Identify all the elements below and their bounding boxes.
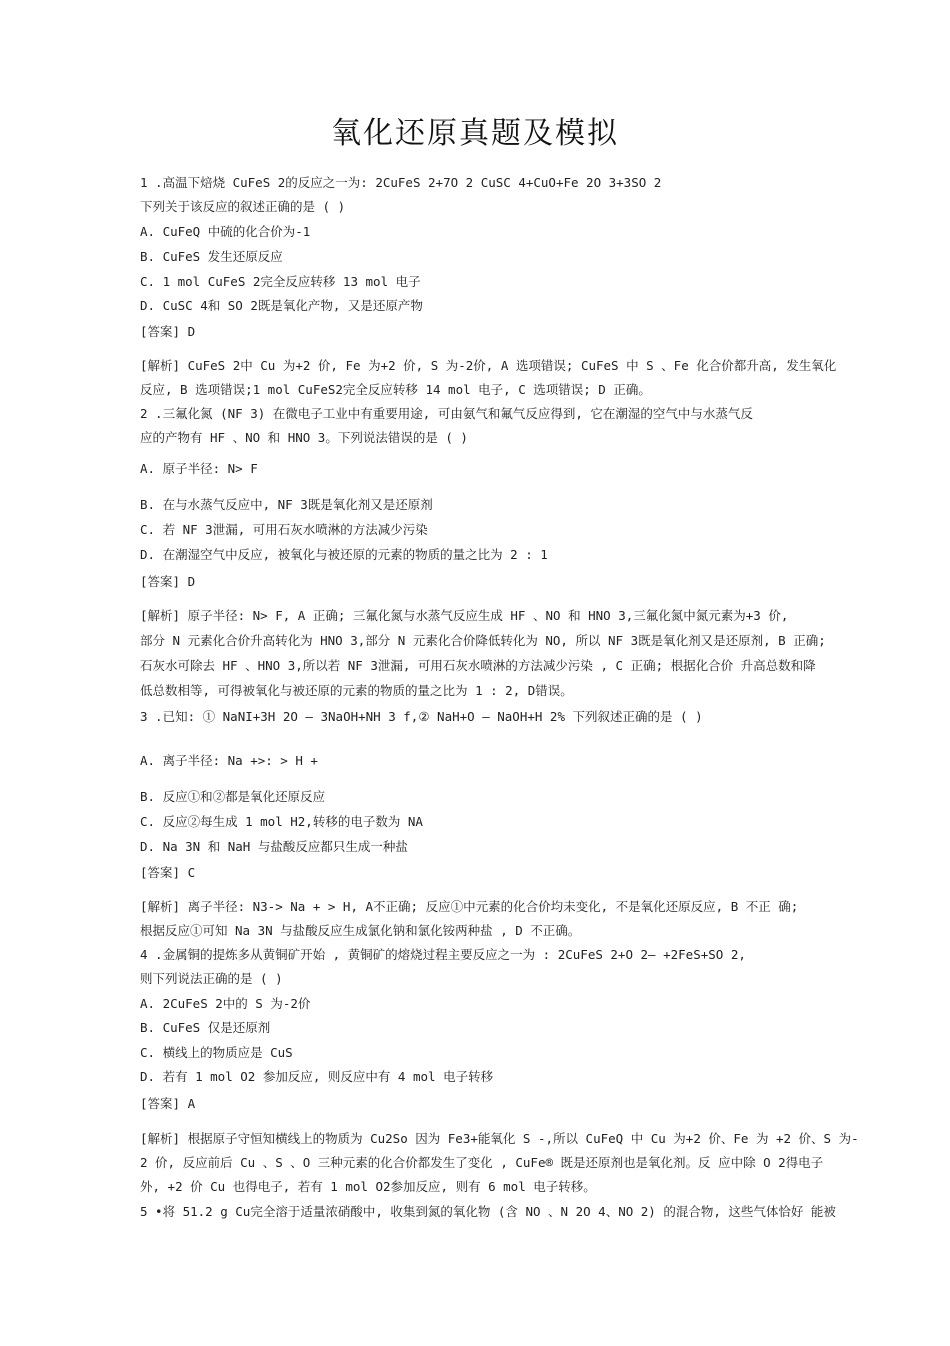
q1-option-d: D. CuSC 4和 SO 2既是氧化产物, 又是还原产物 (140, 298, 423, 313)
q4-option-a: A. 2CuFeS 2中的 S 为-2价 (140, 996, 311, 1011)
q3-option-a: A. 离子半径: Na +>: > H + (140, 753, 318, 768)
q2-option-a: A. 原子半径: N> F (140, 461, 258, 476)
q3-answer: [答案] C (140, 865, 196, 880)
q2-analysis-line-2: 部分 N 元素化合价升高转化为 HNO 3,部分 N 元素化合价降低转化为 NO, 所以 NF 3既是氧化剂又是还原剂, B 正确; (140, 633, 826, 648)
q4-stem-line-2: 则下列说法正确的是 ( ) (140, 971, 283, 986)
q3-stem-line: 3 .已知: ① NaNI+3H 2O — 3NaOH+NH 3 f,② NaH+O — NaOH+H 2% 下列叙述正确的是 ( ) (140, 709, 703, 724)
q2-analysis-line-4: 低总数相等, 可得被氧化与被还原的元素的物质的量之比为 1 : 2, D错误。 (140, 683, 573, 698)
q4-option-d: D. 若有 1 mol O2 参加反应, 则反应中有 4 mol 电子转移 (140, 1069, 494, 1084)
q4-stem-line-1: 4 .金属铜的提炼多从黄铜矿开始 , 黄铜矿的熔烧过程主要反应之一为 : 2CuFeS 2+O 2— +2FeS+SO 2, (140, 947, 746, 962)
q1-analysis-line-2: 反应, B 选项错误;1 mol CuFeS2完全反应转移 14 mol 电子, C 选项错误; D 正确。 (140, 382, 651, 397)
q1-option-a: A. CuFeQ 中硫的化合价为-1 (140, 224, 311, 239)
q3-option-c: C. 反应②每生成 1 mol H2,转移的电子数为 NA (140, 814, 423, 829)
page-title: 氧化还原真题及模拟 (331, 116, 619, 151)
q1-option-b: B. CuFeS 发生还原反应 (140, 249, 283, 264)
q4-option-c: C. 横线上的物质应是 CuS (140, 1045, 293, 1060)
q1-answer: [答案] D (140, 324, 196, 339)
q4-analysis-line-2: 2 价, 反应前后 Cu 、S 、O 三种元素的化合价都发生了变化 , CuFe® 既是还原剂也是氧化剂。反 应中除 O 2得电子 (140, 1155, 824, 1170)
q5-stem-line: 5 •将 51.2 g Cu完全溶于适量浓硝酸中, 收集到氮的氧化物 (含 NO 、N 2O 4、NO 2) 的混合物, 这些气体恰好 能被 (140, 1204, 836, 1219)
q1-stem-line: 1 .高温下焙烧 CuFeS 2的反应之一为: 2CuFeS 2+7O 2 CuSC 4+CuO+Fe 2O 3+3SO 2 (140, 175, 662, 190)
q3-option-b: B. 反应①和②都是氧化还原反应 (140, 789, 326, 804)
q3-option-d: D. Na 3N 和 NaH 与盐酸反应都只生成一种盐 (140, 839, 408, 854)
q4-answer: [答案] A (140, 1096, 196, 1111)
q2-option-d: D. 在潮湿空气中反应, 被氧化与被还原的元素的物质的量之比为 2 : 1 (140, 547, 548, 562)
q4-analysis-line-3: 外, +2 价 Cu 也得电子, 若有 1 mol O2参加反应, 则有 6 mol 电子转移。 (140, 1179, 596, 1194)
q2-answer: [答案] D (140, 574, 196, 589)
q2-analysis-line-3: 石灰水可除去 HF 、HNO 3,所以若 NF 3泄漏, 可用石灰水喷淋的方法减少污染 , C 正确; 根据化合价 升高总数和降 (140, 658, 816, 673)
q3-analysis-line-1: [解析] 离子半径: N3-> Na + > H, A不正确; 反应①中元素的化合价均未变化, 不是氧化还原反应, B 不正 确; (140, 899, 799, 914)
q2-option-c: C. 若 NF 3泄漏, 可用石灰水喷淋的方法减少污染 (140, 522, 428, 537)
q1-question-line: 下列关于该反应的叙述正确的是 ( ) (140, 199, 346, 214)
q2-analysis-line-1: [解析] 原子半径: N> F, A 正确; 三氟化氮与水蒸气反应生成 HF 、NO 和 HNO 3,三氟化氮中氮元素为+3 价, (140, 608, 789, 623)
q2-option-b: B. 在与水蒸气反应中, NF 3既是氧化剂又是还原剂 (140, 497, 433, 512)
q4-analysis-line-1: [解析] 根据原子守恒知横线上的物质为 Cu2So 因为 Fe3+能氧化 S -,所以 CuFeQ 中 Cu 为+2 价、Fe 为 +2 价、S 为- (140, 1131, 859, 1146)
q3-analysis-line-2: 根据反应①可知 Na 3N 与盐酸反应生成氯化钠和氯化铵两种盐 , D 不正确。 (140, 923, 581, 938)
q4-option-b: B. CuFeS 仅是还原剂 (140, 1020, 271, 1035)
q2-stem-line-1: 2 .三氟化氮 (NF 3) 在微电子工业中有重要用途, 可由氨气和氟气反应得到, 它在潮湿的空气中与水蒸气反 (140, 406, 753, 421)
q1-option-c: C. 1 mol CuFeS 2完全反应转移 13 mol 电子 (140, 274, 421, 289)
q2-stem-line-2: 应的产物有 HF 、NO 和 HNO 3。下列说法错误的是 ( ) (140, 430, 468, 445)
q1-analysis-line-1: [解析] CuFeS 2中 Cu 为+2 价, Fe 为+2 价, S 为-2价, A 选项错误; CuFeS 中 S 、Fe 化合价都升高, 发生氧化 (140, 358, 837, 373)
